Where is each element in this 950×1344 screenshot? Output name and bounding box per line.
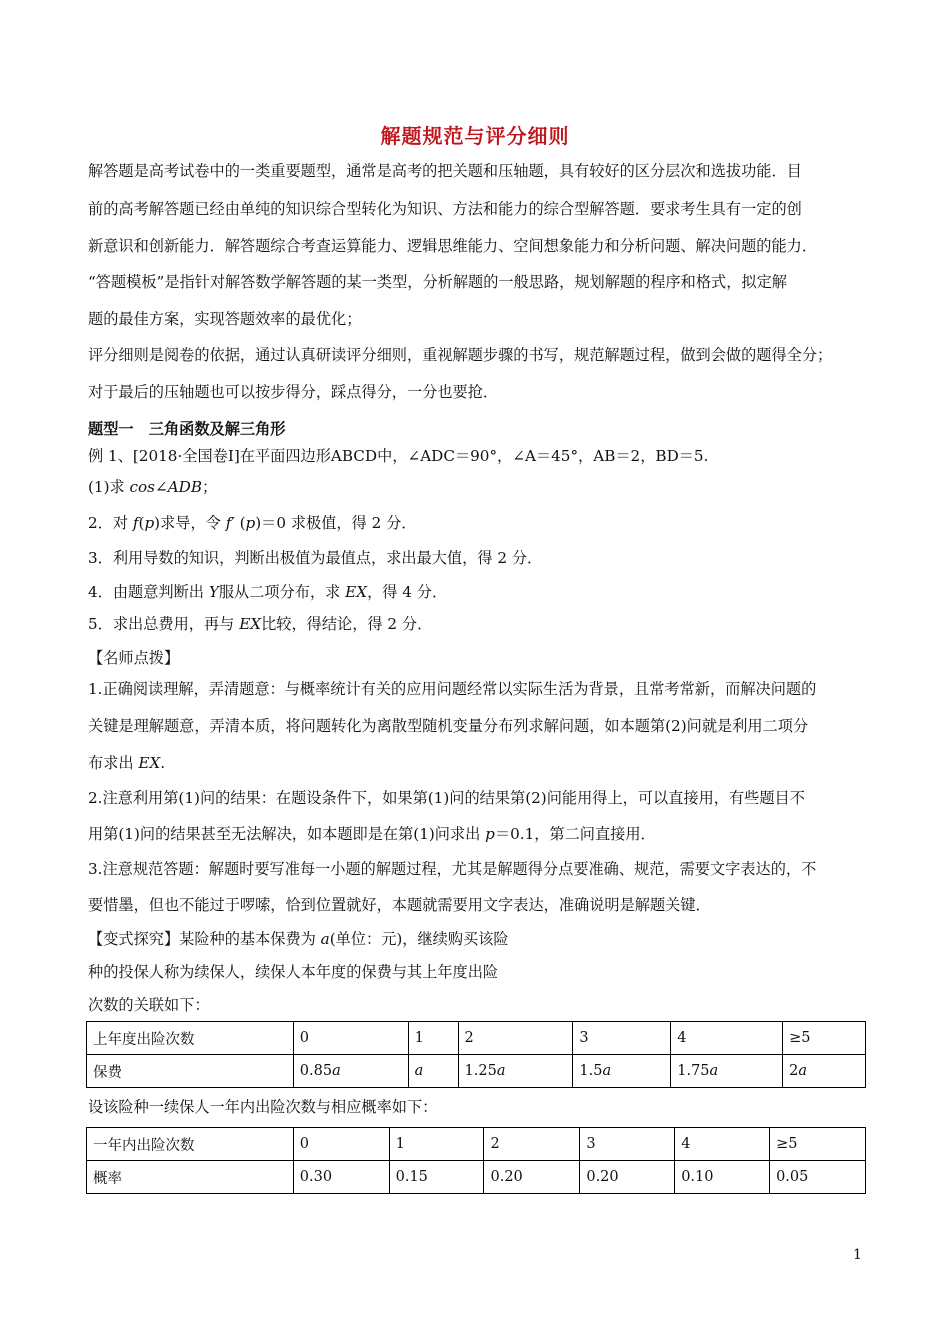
text-run: ′ ( bbox=[231, 514, 246, 532]
variant-line bbox=[88, 929, 878, 949]
table-cell: 0.30 bbox=[293, 1161, 389, 1194]
tip-1-line bbox=[88, 753, 878, 773]
table-row bbox=[87, 1022, 866, 1055]
table-cell: 3 bbox=[580, 1128, 675, 1161]
table-cell: 0.05 bbox=[770, 1161, 866, 1194]
math-expression: cos∠ADB bbox=[129, 478, 203, 496]
text-run: ( bbox=[138, 514, 145, 532]
table-cell: 0.20 bbox=[484, 1161, 580, 1194]
math-var: EX bbox=[239, 615, 262, 633]
table-2-caption: 设该险种一续保人一年内出险次数与相应概率如下： bbox=[88, 1098, 438, 1116]
table-cell: 0.15 bbox=[389, 1161, 484, 1194]
table-cell: ≥5 bbox=[770, 1128, 866, 1161]
text-run: 服从二项分布，求 bbox=[218, 583, 346, 601]
math-var: EX bbox=[138, 754, 161, 772]
math-var: a bbox=[332, 1063, 341, 1079]
table-cell: 3 bbox=[573, 1022, 671, 1055]
math-var: EX bbox=[345, 583, 368, 601]
table-row bbox=[87, 1055, 866, 1088]
table-cell: ≥5 bbox=[783, 1022, 866, 1055]
question-1 bbox=[88, 477, 878, 497]
tip-2-line bbox=[88, 824, 878, 844]
math-var: Y bbox=[208, 583, 219, 601]
text-run: 布求出 bbox=[88, 754, 139, 772]
page-number: 1 bbox=[853, 1247, 862, 1263]
table-cell bbox=[573, 1055, 671, 1088]
table-cell bbox=[458, 1055, 573, 1088]
text-run: 5．求出总费用，再与 bbox=[88, 615, 240, 633]
cell-number: 1.25 bbox=[464, 1063, 497, 1079]
table-cell: 1 bbox=[389, 1128, 484, 1161]
intro-line: “答题模板”是指针对解答数学解答题的某一类型，分析解题的一般思路，规划解题的程序和格式，拟定解 bbox=[88, 273, 787, 291]
intro-line: 新意识和创新能力．解答题综合考查运算能力、逻辑思维能力、空间想象能力和分析问题、解决问题的能力． bbox=[88, 237, 817, 255]
math-var: a bbox=[320, 930, 330, 948]
math-var: a bbox=[602, 1063, 612, 1079]
math-var: a bbox=[798, 1063, 807, 1079]
tip-1-line: 1.正确阅读理解，弄清题意：与概率统计有关的应用问题经常以实际生活为背景，且常考常新，而解决问题的 bbox=[88, 680, 817, 698]
step-2 bbox=[88, 513, 878, 533]
probability-table bbox=[86, 1127, 866, 1194]
table-cell: 0.10 bbox=[675, 1161, 770, 1194]
math-var: f bbox=[132, 514, 139, 532]
variant-line: 种的投保人称为续保人，续保人本年度的保费与其上年度出险 bbox=[88, 963, 499, 981]
table-row bbox=[87, 1161, 866, 1194]
variant-line: 次数的关联如下： bbox=[88, 996, 210, 1014]
text-run: )＝0 求极值，得 2 分． bbox=[255, 514, 417, 532]
intro-line: 对于最后的压轴题也可以按步得分，踩点得分，一分也要抢． bbox=[88, 383, 499, 401]
table-cell: 4 bbox=[671, 1022, 783, 1055]
example-text: 例 1、[2018·全国卷Ⅰ]在平面四边形ABCD中，∠ADC＝90°，∠A＝45°，AB＝2，BD＝5. bbox=[88, 447, 709, 465]
premium-table bbox=[86, 1021, 866, 1088]
text-run: )求导，令 bbox=[154, 514, 226, 532]
question-1-prefix: (1)求 bbox=[88, 478, 130, 496]
text-run: 比较，得结论，得 2 分． bbox=[261, 615, 433, 633]
table-cell: 上年度出险次数 bbox=[87, 1022, 294, 1055]
table-cell: 4 bbox=[675, 1128, 770, 1161]
intro-line: 解答题是高考试卷中的一类重要题型，通常是高考的把关题和压轴题，具有较好的区分层次和选拔功能．目 bbox=[88, 162, 802, 180]
intro-line: 前的高考解答题已经由单纯的知识综合型转化为知识、方法和能力的综合型解答题．要求考生具有一定的创 bbox=[88, 200, 802, 218]
table-cell: 2 bbox=[458, 1022, 573, 1055]
table-cell: 保费 bbox=[87, 1055, 294, 1088]
tip-3-line: 要惜墨，但也不能过于啰嗦，恰到位置就好，本题就需要用文字表达，准确说明是解题关键． bbox=[88, 896, 711, 914]
math-var: a bbox=[496, 1063, 506, 1079]
table-cell bbox=[671, 1055, 783, 1088]
table-cell: 概率 bbox=[87, 1161, 294, 1194]
tips-heading: 【名师点拨】 bbox=[88, 649, 180, 667]
tip-1-line: 关键是理解题意，弄清本质，将问题转化为离散型随机变量分布列求解问题，如本题第(2)问就是利用二项分 bbox=[88, 717, 809, 735]
cell-number: 2 bbox=[789, 1063, 799, 1079]
table-cell bbox=[783, 1055, 866, 1088]
table-row bbox=[87, 1128, 866, 1161]
text-run: 【变式探究】某险种的基本保费为 bbox=[88, 930, 321, 948]
text-run: (单位：元)，继续购买该险 bbox=[329, 930, 509, 948]
section-heading: 题型一 三角函数及解三角形 bbox=[88, 420, 286, 438]
intro-line: 评分细则是阅卷的依据，通过认真研读评分细则，重视解题步骤的书写，规范解题过程，做到会做的题得全分； bbox=[88, 346, 833, 364]
table-cell: 0 bbox=[293, 1022, 408, 1055]
text-run: 2．对 bbox=[88, 514, 133, 532]
step-4 bbox=[88, 582, 878, 602]
table-cell: 1 bbox=[408, 1022, 458, 1055]
math-var: a bbox=[709, 1063, 719, 1079]
step-5 bbox=[88, 614, 878, 634]
step-3: 3．利用导数的知识，判断出极值为最值点，求出最大值，得 2 分． bbox=[88, 549, 543, 567]
table-cell: 0 bbox=[293, 1128, 389, 1161]
page-title: 解题规范与评分细则 bbox=[380, 124, 570, 148]
tip-3-line: 3.注意规范答题：解题时要写准每一小题的解题过程，尤其是解题得分点要准确、规范，需要文字表达的，不 bbox=[88, 860, 817, 878]
text-run: 用第(1)问的结果甚至无法解决，如本题即是在第(1)问求出 bbox=[88, 825, 486, 843]
question-1-suffix: ； bbox=[202, 478, 218, 496]
math-var: p bbox=[485, 825, 495, 843]
intro-line: 题的最佳方案，实现答题效率的最优化； bbox=[88, 310, 362, 328]
text-run: 4．由题意判断出 bbox=[88, 583, 209, 601]
text-run: ＝0.1，第二问直接用． bbox=[494, 825, 656, 843]
math-var: a bbox=[414, 1063, 424, 1079]
math-var: p bbox=[245, 514, 256, 532]
table-cell: 一年内出险次数 bbox=[87, 1128, 294, 1161]
tip-2-line: 2.注意利用第(1)问的结果：在题设条件下，如果第(1)问的结果第(2)问能用得上，可以直接用，有些题目不 bbox=[88, 789, 805, 807]
table-cell: 2 bbox=[484, 1128, 580, 1161]
text-run: ，得 4 分． bbox=[367, 583, 448, 601]
text-run: . bbox=[160, 754, 166, 772]
table-cell bbox=[293, 1055, 408, 1088]
math-var: p bbox=[144, 514, 155, 532]
cell-number: 1.75 bbox=[677, 1063, 710, 1079]
table-cell bbox=[408, 1055, 458, 1088]
cell-number: 1.5 bbox=[579, 1063, 603, 1079]
table-cell: 0.20 bbox=[580, 1161, 675, 1194]
cell-number: 0.85 bbox=[299, 1063, 333, 1079]
math-var: f bbox=[225, 514, 232, 532]
